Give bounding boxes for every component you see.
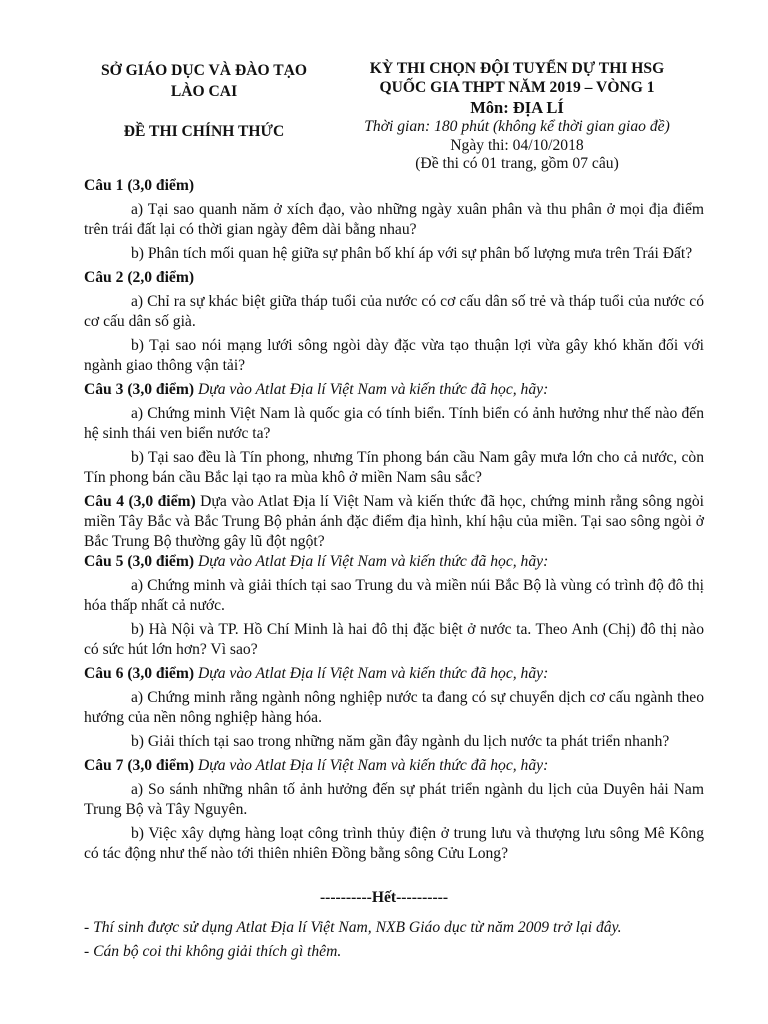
question-instruction: Dựa vào Atlat Địa lí Việt Nam và kiến thức đã học, hãy: [197,553,549,570]
question-label: Câu 6 (3,0 điểm) [84,665,195,682]
page-info: (Đề thi có 01 trang, gồm 07 câu) [415,155,619,173]
question-3-part-a: a) Chứng minh Việt Nam là quốc gia có tính biển. Tính biển có ảnh hưởng như thế nào đến hệ sinh thái ven biển nước ta? [84,405,704,442]
question-label: Câu 1 (3,0 điểm) [84,177,195,194]
exam-info-block [316,60,718,174]
question-5-part-a: a) Chứng minh và giải thích tại sao Trung du và miền núi Bắc Bộ là vùng có trình độ đô thị hóa thấp nhất cả nước. [84,577,704,614]
question-6-title [84,664,704,684]
question-2-part-a: a) Chỉ ra sự khác biệt giữa tháp tuổi của nước có cơ cấu dân số trẻ và tháp tuổi của nước có cơ cấu dân số già. [84,293,704,330]
question-label: Câu 4 (3,0 điểm) [84,493,196,510]
question-label: Câu 3 (3,0 điểm) [84,381,195,398]
question-1-part-a: a) Tại sao quanh năm ở xích đạo, vào những ngày xuân phân và thu phân ở mọi địa điểm trên trái đất lại có thời gian ngày đêm dài bằng nhau? [84,201,704,238]
exam-round: QUỐC GIA THPT NĂM 2019 – VÒNG 1 [379,78,655,96]
question-instruction: Dựa vào Atlat Địa lí Việt Nam và kiến thức đã học, hãy: [197,665,549,682]
question-label: Câu 2 (2,0 điểm) [84,269,195,286]
question-7-part-a: a) So sánh những nhân tố ảnh hưởng đến sự phát triển ngành du lịch của Duyên hải Nam Trung Bộ và Tây Nguyên. [84,781,704,818]
question-instruction: Dựa vào Atlat Địa lí Việt Nam và kiến thức đã học, hãy: [197,757,549,774]
exam-name: KỲ THI CHỌN ĐỘI TUYỂN DỰ THI HSG [369,60,665,77]
exam-date: Ngày thi: 04/10/2018 [450,136,584,154]
exam-subject: Môn: ĐỊA LÍ [470,98,564,118]
document-type: ĐỀ THI CHÍNH THỨC [123,123,285,140]
question-5-title [84,552,704,572]
question-7-title [84,756,704,776]
footer-notes [84,916,724,964]
question-label: Câu 7 (3,0 điểm) [84,757,195,774]
question-instruction: Dựa vào Atlat Địa lí Việt Nam và kiến thức đã học, chứng minh rằng sông ngòi miền Tây Bắc và Bắc Trung Bộ phản ánh đặc điểm địa hình, khí hậu của miền. Tại sao sông ngòi ở Bắc Trung Bộ thường gây lũ đột ngột? [84,493,704,550]
end-mark: ----------Hết---------- [319,889,449,906]
question-2-part-b: b) Tại sao nói mạng lưới sông ngòi dày đặc vừa tạo thuận lợi vừa gây khó khăn đối với ngành giao thông vận tải? [84,337,704,374]
footer-note: - Cán bộ coi thi không giải thích gì thêm. [84,943,342,960]
question-6-part-b: b) Giải thích tại sao trong những năm gần đây ngành du lịch nước ta phát triển nhanh? [131,733,670,750]
question-list [84,176,704,864]
question-1-part-b: b) Phân tích mối quan hệ giữa sự phân bố khí áp với sự phân bố lượng mưa trên Trái Đất? [131,245,693,262]
issuer-block [78,60,330,142]
footer-note: - Thí sinh được sử dụng Atlat Địa lí Việt Nam, NXB Giáo dục từ năm 2009 trở lại đây. [84,919,622,936]
question-6-part-a: a) Chứng minh rằng ngành nông nghiệp nước ta đang có sự chuyển dịch cơ cấu ngành theo hướng của nền nông nghiệp hàng hóa. [84,689,704,726]
question-5-part-b: b) Hà Nội và TP. Hồ Chí Minh là hai đô thị đặc biệt ở nước ta. Theo Anh (Chị) đô thị nào có sức hút lớn hơn? Vì sao? [84,621,704,658]
question-7-part-b: b) Việc xây dựng hàng loạt công trình thủy điện ở trung lưu và thượng lưu sông Mê Kông có tác động như thế nào tới thiên nhiên Đồng bằng sông Cửu Long? [84,825,704,862]
question-4-title [84,492,704,552]
exam-duration: Thời gian: 180 phút (không kể thời gian giao đề) [364,118,670,136]
question-3-title [84,380,704,400]
department-name: SỞ GIÁO DỤC VÀ ĐÀO TẠO [100,62,308,79]
question-label: Câu 5 (3,0 điểm) [84,553,195,570]
question-3-part-b: b) Tại sao đều là Tín phong, nhưng Tín phong bán cầu Nam gây mưa lớn cho cả nước, còn Tín phong bán cầu Bắc lại tạo ra mùa khô ở miền Nam sâu sắc? [84,449,704,486]
question-instruction: Dựa vào Atlat Địa lí Việt Nam và kiến thức đã học, hãy: [197,381,549,398]
province-name: LÀO CAI [170,83,238,100]
question-1-title [84,176,704,196]
question-2-title [84,268,704,288]
